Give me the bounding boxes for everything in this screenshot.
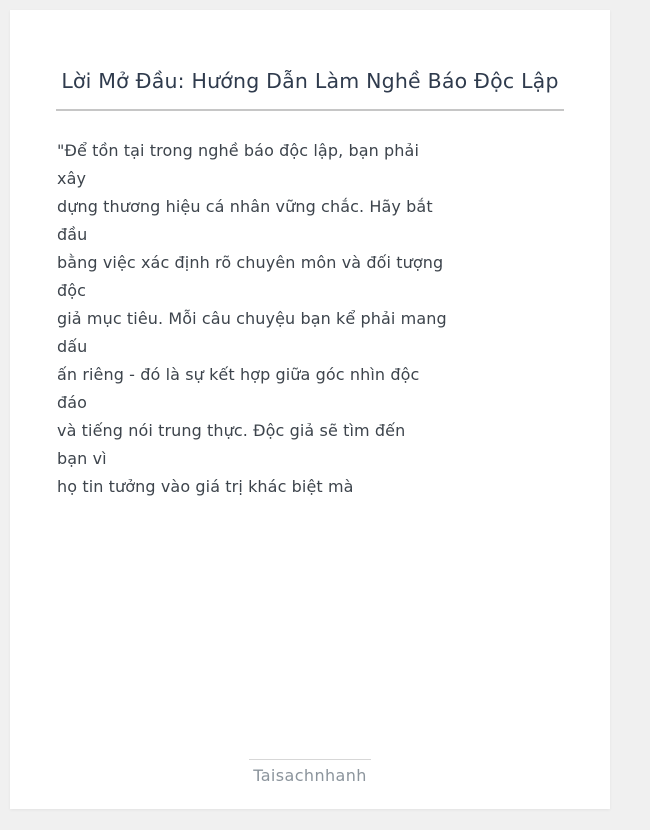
body-line: đáo — [57, 392, 88, 412]
body-line: giả mục tiêu. Mỗi câu chuyệu bạn kể phải mang — [57, 308, 447, 328]
page-title: Lời Mở Đầu: Hướng Dẫn Làm Nghề Báo Độc Lập — [61, 69, 559, 93]
document-page — [10, 10, 610, 809]
body-line: ấn riêng - đó là sự kết hợp giữa góc nhìn độc — [57, 364, 420, 384]
body-line: dấu — [57, 336, 88, 356]
title-divider — [56, 109, 564, 111]
page-header — [10, 10, 610, 111]
body-text — [10, 137, 610, 501]
body-line: bằng việc xác định rõ chuyên môn và đối tượng — [57, 252, 444, 272]
body-line: "Để tồn tại trong nghề báo độc lập, bạn phải — [57, 140, 420, 160]
body-line: dựng thương hiệu cá nhân vững chắc. Hãy bắt — [57, 196, 433, 216]
body-line: bạn vì — [57, 448, 107, 468]
body-line: xây — [57, 168, 87, 188]
body-line: đầu — [57, 224, 88, 244]
footer-divider — [249, 759, 371, 760]
body-line: và tiếng nói trung thực. Độc giả sẽ tìm đến — [57, 420, 406, 440]
footer-brand: Taisachnhanh — [253, 766, 367, 785]
body-line: họ tin tưởng vào giá trị khác biệt mà — [57, 476, 354, 496]
body-line: độc — [57, 280, 87, 300]
page-footer — [10, 759, 610, 809]
